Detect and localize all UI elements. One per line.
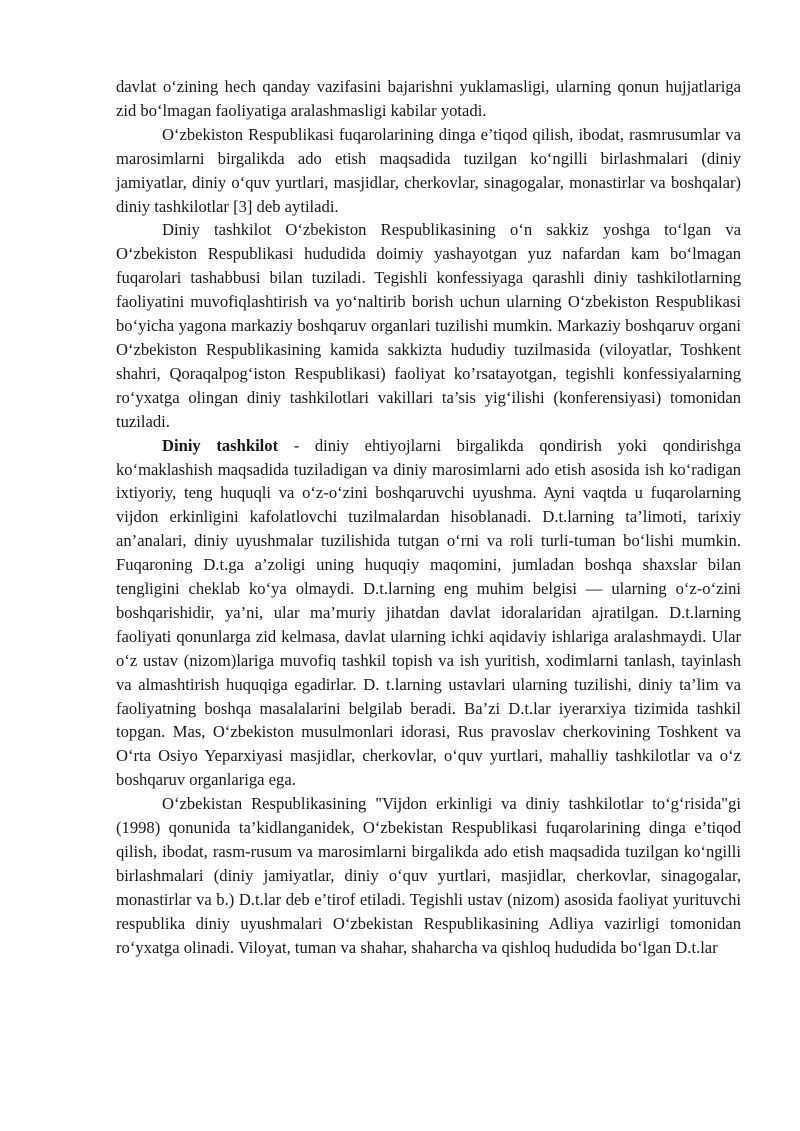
paragraph-5: O‘zbekistan Respublikasining "Vijdon erkinligi va diniy tashkilotlar to‘g‘risida"gi (1998) qonunida ta’kidlanganidek, O‘zbekistan Respublikasi fuqarolarining dinga e’tiqod qilish, ibodat, rasm-rusum va marosimlarni birgalikda ado etish maqsadida tuzilgan ko‘ngilli birlashmalari (diniy jamiyatlar, diniy o‘quv yurtlari, masjidlar, cherkovlar, sinagogalar, monastirlar va b.) D.t.lar deb e’tirof etiladi. Tegishli ustav (nizom) asosida faoliyat yurituvchi respublika diniy uyushmalari O‘zbekistan Respublikasining Adliya vazirligi tomonidan ro‘yxatga olinadi. Viloyat, tuman va shahar, shaharcha va qishloq hududida bo‘lgan D.t.lar [116, 794, 741, 957]
paragraph-4 [116, 434, 741, 793]
document-page [116, 75, 741, 960]
paragraph-2: O‘zbekiston Respublikasi fuqarolarining dinga e’tiqod qilish, ibodat, rasmrusumlar va marosimlarni birgalikda ado etish maqsadida tuzilgan ko‘ngilli birlashmalari (diniy jamiyatlar, diniy o‘quv yurtlari, masjidlar, cherkovlar, sinagogalar, monastirlar va boshqalar) diniy tashkilotlar [3] deb aytiladi. [116, 124, 741, 216]
term-diniy-tashkilot: Diniy tashkilot [162, 435, 279, 455]
paragraph-1: davlat o‘zining hech qanday vazifasini bajarishni yuklamasligi, ularning qonun hujjatlariga zid bo‘lmagan faoliyatiga aralashmasligi kabilar yotadi. [116, 77, 741, 120]
paragraph-4-body: - diniy ehtiyojlarni birgalikda qondirish yoki qondirishga ko‘maklashish maqsadida tuziladigan va diniy marosimlarni ado etish asosida ish ko‘radigan ixtiyoriy, teng huquqli va o‘z-o‘zini boshqaruvchi uyushma. Ayni vaqtda u fuqarolarning vijdon erkinligini kafolatlovchi tuzilmalardan hisoblanadi. D.t.larning ta’limoti, tarixiy an’analari, diniy uyushmalar tuzilishida tutgan o‘rni va roli turli-tuman bo‘lishi mumkin. Fuqaroning D.t.ga a’zoligi uning huquqiy maqomini, jumladan boshqa shaxslar bilan tengligini cheklab ko‘ya olmaydi. D.t.larning eng muhim belgisi — ularning o‘z-o‘zini boshqarishidir, ya’ni, ular ma’muriy jihatdan davlat idoralaridan ajratilgan. D.t.larning faoliyati qonunlarga zid kelmasa, davlat ularning ichki aqidaviy ishlariga aralashmaydi. Ular o‘z ustav (nizom)lariga muvofiq tashkil topish va ish yuritish, xodimlarni tanlash, tayinlash va almashtirish huquqiga egadirlar. D. t.larning ustavlari ularning tuzilishi, diniy ta’lim va faoliyatning boshqa masalalarini belgilab beradi. Ba’zi D.t.lar iyerarxiya tizimida tashkil topgan. Mas, O‘zbekiston musulmonlari idorasi, Rus pravoslav cherkovining Toshkent va O‘rta Osiyo Yeparxiyasi masjidlar, cherkovlar, o‘quv yurtlari, mahalliy tashkilotlar va o‘z boshqaruv organlariga ega. [116, 435, 741, 790]
paragraph-3: Diniy tashkilot O‘zbekiston Respublikasining o‘n sakkiz yoshga to‘lgan va O‘zbekiston Respublikasi hududida doimiy yashayotgan yuz nafardan kam bo‘lmagan fuqarolari tashabbusi bilan tuziladi. Tegishli konfessiyaga qarashli diniy tashkilotlarning faoliyatini muvofiqlashtirish va yo‘naltirib borish uchun ularning O‘zbekiston Respublikasi bo‘yicha yagona markaziy boshqaruv organlari tuzilishi mumkin. Markaziy boshqaruv organi O‘zbekiston Respublikasining kamida sakkizta hududiy tuzilmasida (viloyatlar, Toshkent shahri, Qoraqalpog‘iston Respublikasi) faoliyat ko’rsatayotgan, tegishli konfessiyalarning ro‘yxatga olingan diniy tashkilotlari vakillari ta’sis yig‘ilishi (konferensiyasi) tomonidan tuziladi. [116, 220, 741, 431]
